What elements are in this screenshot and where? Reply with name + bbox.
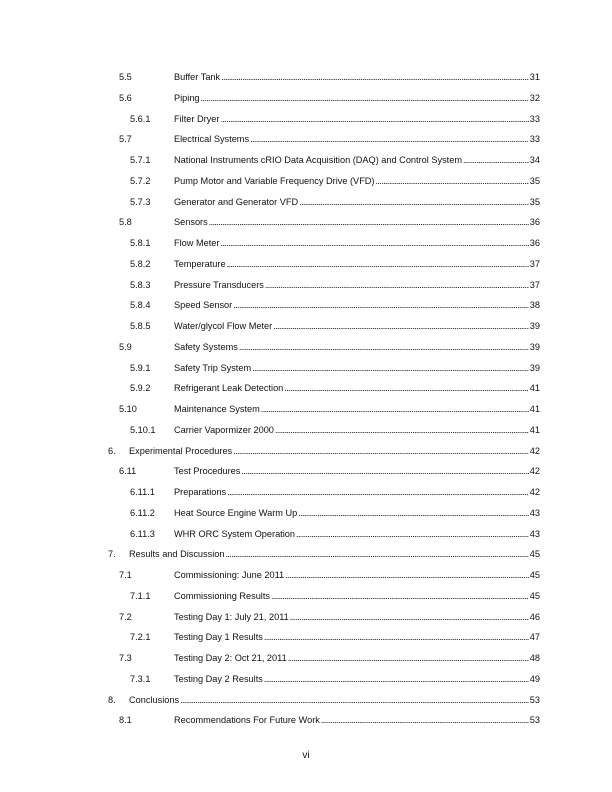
toc-entry[interactable] — [0, 132, 612, 146]
toc-entry-title: Safety Trip System — [174, 362, 252, 373]
toc-entry-number: 5.7 — [119, 134, 132, 145]
toc-entry[interactable] — [0, 236, 612, 250]
toc-entry-title: Recommendations For Future Work — [174, 715, 320, 726]
toc-entry-number: 5.10.1 — [130, 424, 156, 435]
toc-entry-number: 6.11.1 — [130, 487, 155, 497]
toc-entry-title: Commissioning Results — [174, 590, 270, 601]
dot-leader — [275, 423, 529, 437]
toc-entry-number: 6.11 — [119, 466, 137, 477]
toc-entry[interactable] — [0, 153, 612, 167]
dot-leader — [284, 381, 528, 395]
toc-entry-title: Preparations — [174, 487, 227, 497]
toc-entry[interactable] — [0, 278, 612, 292]
toc-entry-page: 36 — [529, 217, 540, 228]
toc-entry[interactable] — [0, 630, 612, 644]
toc-entry-number: 6. — [108, 445, 116, 456]
toc-entry-title: Generator and Generator VFD — [174, 196, 299, 207]
toc-entry-number: 7.3 — [119, 653, 132, 663]
toc-entry-title: Carrier Vapormizer 2000 — [174, 424, 274, 435]
dot-leader — [252, 361, 529, 375]
toc-entry-number: 7.2.1 — [130, 632, 151, 643]
dot-leader — [221, 70, 529, 84]
dot-leader — [290, 610, 529, 624]
toc-entry[interactable] — [0, 713, 612, 727]
toc-entry[interactable] — [0, 298, 612, 312]
toc-entry-page: 49 — [529, 673, 540, 684]
toc-entry[interactable] — [0, 381, 612, 395]
toc-entry-title: Buffer Tank — [174, 72, 221, 82]
toc-entry[interactable] — [0, 174, 612, 188]
toc-entry[interactable] — [0, 589, 612, 603]
toc-entry[interactable] — [0, 693, 612, 707]
dot-leader — [201, 91, 529, 105]
toc-entry-title: Electrical Systems — [174, 134, 250, 145]
dot-leader — [227, 257, 529, 271]
toc-entry[interactable] — [0, 672, 612, 686]
toc-entry[interactable] — [0, 340, 612, 354]
toc-entry[interactable] — [0, 444, 612, 458]
toc-entry-number: 7. — [108, 549, 116, 560]
toc-entry-page: 48 — [529, 653, 540, 663]
dot-leader — [233, 298, 529, 312]
toc-entry-title: Testing Day 2 Results — [174, 673, 263, 684]
toc-entry-title: Filter Dryer — [174, 113, 220, 124]
page-number: vi — [302, 750, 310, 761]
toc-entry-page: 33 — [529, 113, 540, 124]
toc-entry-number: 7.3.1 — [130, 673, 151, 684]
toc-entry-number: 5.7.2 — [130, 175, 151, 186]
toc-entry-title: Testing Day 1 Results — [174, 632, 263, 643]
toc-entry-page: 37 — [529, 279, 540, 290]
toc-entry-page: 42 — [529, 445, 540, 456]
dot-leader — [227, 485, 529, 499]
toc-entry-number: 5.8.2 — [130, 258, 151, 269]
toc-entry-title: Test Procedures — [174, 466, 241, 477]
dot-leader — [220, 112, 528, 126]
toc-entry-number: 5.6 — [119, 92, 132, 103]
toc-entry-title: WHR ORC System Operation — [174, 528, 295, 539]
toc-entry[interactable] — [0, 568, 612, 582]
toc-entry-title: Water/glycol Flow Meter — [174, 321, 273, 331]
toc-entry-number: 5.9.2 — [130, 383, 151, 394]
toc-entry[interactable] — [0, 215, 612, 229]
toc-entry-title: Testing Day 2: Oct 21, 2011 — [174, 653, 287, 663]
toc-entry-title: Temperature — [174, 258, 226, 269]
toc-entry-number: 7.1.1 — [130, 590, 151, 601]
dot-leader — [298, 506, 529, 520]
toc-entry-title: Experimental Procedures — [129, 445, 233, 456]
toc-entry-page: 41 — [529, 404, 540, 414]
toc-entry-page: 39 — [529, 341, 540, 352]
toc-entry-number: 5.9 — [119, 341, 132, 352]
toc-entry-page: 39 — [529, 321, 540, 331]
toc-entry-page: 37 — [529, 258, 540, 269]
toc-entry-number: 6.11.3 — [130, 528, 155, 539]
dot-leader — [299, 195, 529, 209]
dot-leader — [463, 153, 529, 167]
toc-entry[interactable] — [0, 527, 612, 541]
toc-entry-page: 32 — [529, 92, 540, 103]
toc-entry-page: 53 — [529, 694, 540, 705]
toc-entry-number: 7.1 — [119, 570, 132, 580]
toc-entry-title: Commissioning: June 2011 — [174, 570, 285, 580]
toc-entry-number: 5.9.1 — [130, 362, 151, 373]
toc-entry[interactable] — [0, 506, 612, 520]
toc-entry-title: Maintenance System — [174, 404, 260, 414]
toc-entry-number: 5.8 — [119, 217, 132, 228]
toc-entry[interactable] — [0, 651, 612, 665]
dot-leader — [285, 568, 529, 582]
toc-entry-title: Conclusions — [129, 694, 180, 705]
toc-entry-page: 43 — [529, 507, 540, 518]
dot-leader — [288, 651, 529, 665]
toc-entry-page: 53 — [529, 715, 540, 726]
toc-entry-number: 5.10 — [119, 404, 137, 414]
toc-entry-number: 5.5 — [119, 72, 132, 82]
toc-entry-number: 5.7.1 — [130, 155, 151, 165]
toc-entry-page: 45 — [529, 590, 540, 601]
toc-entry-number: 7.2 — [119, 611, 132, 622]
toc-entry-page: 41 — [529, 383, 540, 394]
dot-leader — [226, 547, 529, 561]
toc-entry[interactable] — [0, 464, 612, 478]
toc-entry-page: 39 — [529, 362, 540, 373]
dot-leader — [250, 132, 529, 146]
toc-entry-title: Flow Meter — [174, 238, 220, 248]
toc-entry-title: Refrigerant Leak Detection — [174, 383, 284, 394]
toc-entry-page: 35 — [529, 196, 540, 207]
toc-entry-number: 5.8.1 — [130, 238, 151, 248]
toc-entry-title: Safety Systems — [174, 341, 238, 352]
toc-entry[interactable] — [0, 70, 612, 84]
dot-leader — [296, 527, 529, 541]
dot-leader — [180, 693, 529, 707]
toc-entry[interactable] — [0, 402, 612, 416]
dot-leader — [220, 236, 528, 250]
toc-entry-page: 46 — [529, 611, 540, 622]
toc-entry-number: 5.6.1 — [130, 113, 151, 124]
toc-entry-page: 47 — [529, 632, 540, 643]
dot-leader — [209, 215, 529, 229]
toc-entry-number: 5.7.3 — [130, 196, 151, 207]
dot-leader — [265, 278, 529, 292]
dot-leader — [271, 589, 529, 603]
toc-entry-title: Results and Discussion — [129, 549, 225, 560]
toc-entry-page: 35 — [529, 175, 540, 186]
toc-entry-number: 8.1 — [119, 715, 132, 726]
toc-entry-number: 5.8.5 — [130, 321, 151, 331]
dot-leader — [264, 672, 529, 686]
toc-entry-title: Speed Sensor — [174, 300, 233, 311]
toc-entry[interactable] — [0, 319, 612, 333]
toc-entry-title: Sensors — [174, 217, 208, 228]
toc-entry-page: 38 — [529, 300, 540, 311]
dot-leader — [241, 464, 528, 478]
dot-leader — [239, 340, 529, 354]
dot-leader — [273, 319, 529, 333]
toc-entry-number: 5.8.4 — [130, 300, 151, 311]
toc-entry-title: National Instruments cRIO Data Acquisition (DAQ) and Control System — [174, 155, 462, 165]
toc-entry-number: 6.11.2 — [130, 507, 155, 518]
toc-entry[interactable] — [0, 361, 612, 375]
toc-entry-number: 5.8.3 — [130, 279, 151, 290]
dot-leader — [264, 630, 529, 644]
toc-entry[interactable] — [0, 547, 612, 561]
toc-entry-title: Pump Motor and Variable Frequency Drive (VFD) — [174, 175, 375, 186]
toc-entry-title: Piping — [174, 92, 200, 103]
dot-leader — [233, 444, 529, 458]
toc-entry-title: Pressure Transducers — [174, 279, 264, 290]
toc-entry-page: 42 — [529, 466, 540, 477]
dot-leader — [261, 402, 529, 416]
toc-entry-page: 34 — [529, 155, 540, 165]
toc-entry-page: 42 — [529, 487, 540, 497]
dot-leader — [376, 174, 529, 188]
dot-leader — [321, 713, 529, 727]
toc-entry[interactable] — [0, 195, 612, 209]
toc-entry-number: 8. — [108, 694, 116, 705]
toc-entry[interactable] — [0, 257, 612, 271]
toc-entry[interactable] — [0, 610, 612, 624]
toc-entry[interactable] — [0, 485, 612, 499]
toc-entry-page: 36 — [529, 238, 540, 248]
toc-entry-title: Heat Source Engine Warm Up — [174, 507, 298, 518]
toc-entry-page: 41 — [529, 424, 540, 435]
toc-entry[interactable] — [0, 112, 612, 126]
toc-entry[interactable] — [0, 423, 612, 437]
toc-entry-page: 31 — [529, 72, 540, 82]
toc-entry-title: Testing Day 1: July 21, 2011 — [174, 611, 289, 622]
toc-entry-page: 43 — [529, 528, 540, 539]
toc-entry-page: 45 — [529, 549, 540, 560]
toc-entry[interactable] — [0, 91, 612, 105]
toc-entry-page: 45 — [529, 570, 540, 580]
toc-entry-page: 33 — [529, 134, 540, 145]
